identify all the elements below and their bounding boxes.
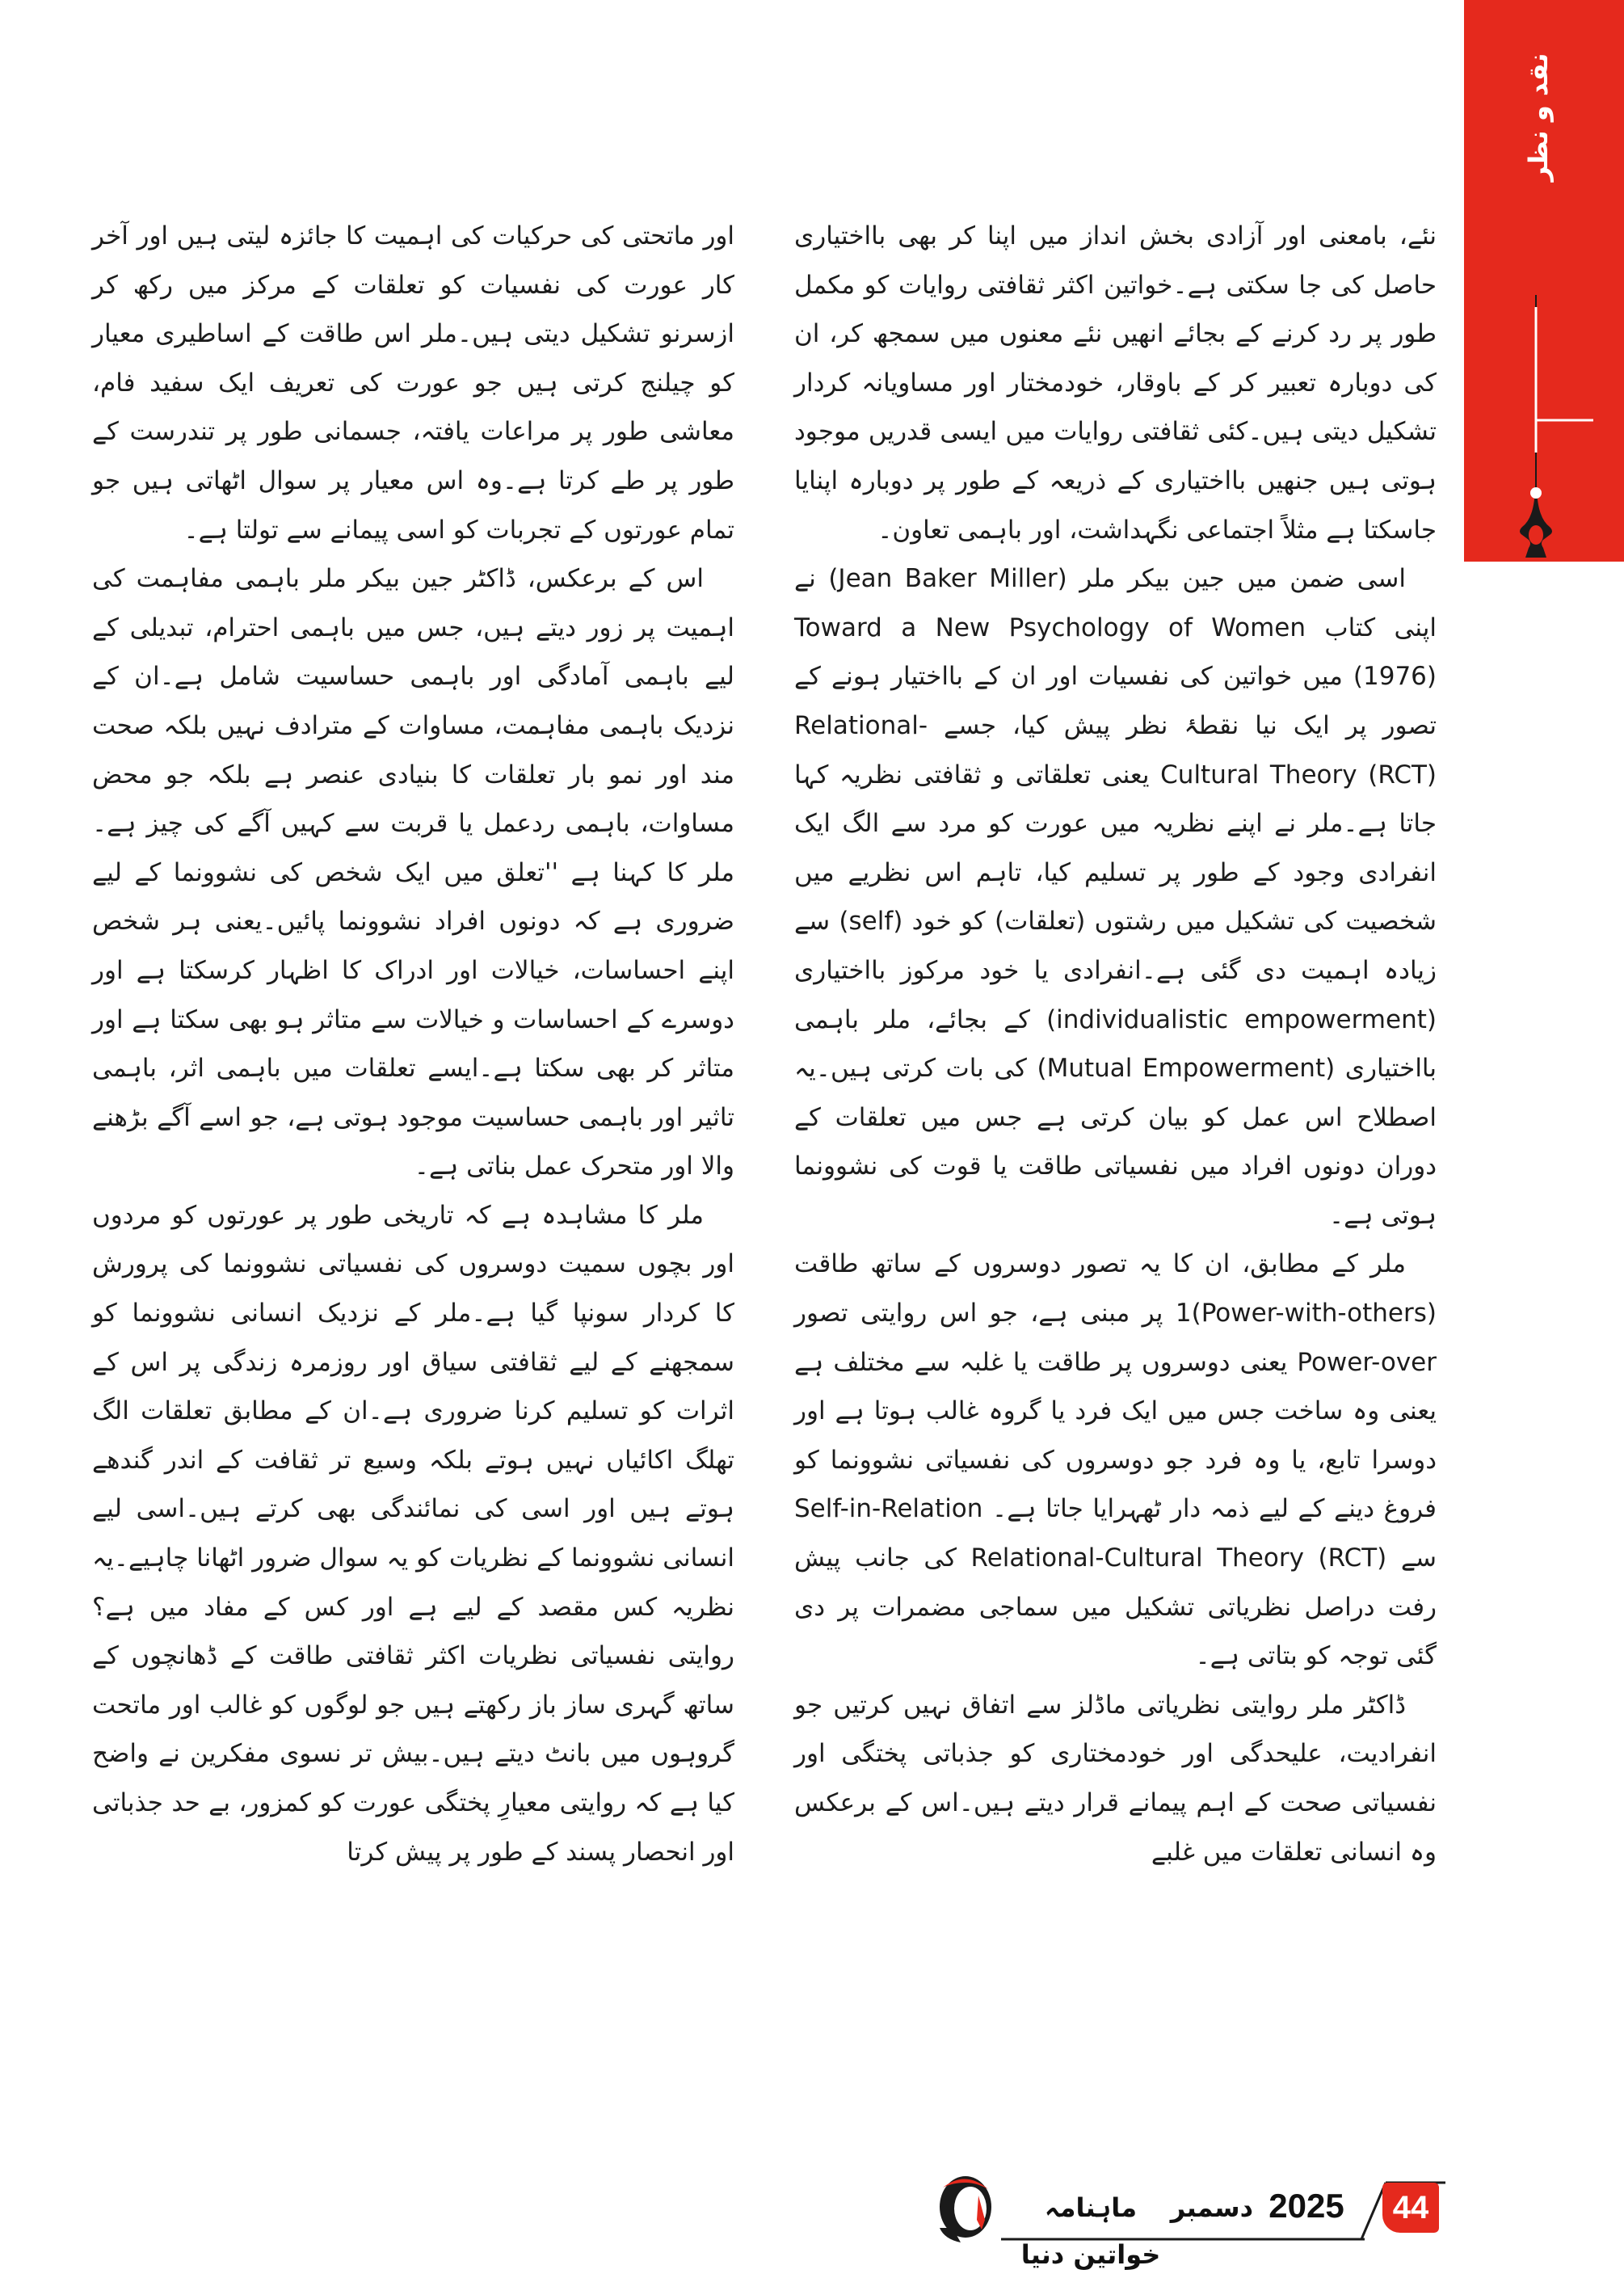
paragraph: نئے، بامعنی اور آزادی بخش انداز میں اپنا کر بھی بااختیاری حاصل کی جا سکتی ہے۔خواتین اکثر ثقافتی روایات کو مکمل طور پر رد کرنے کے بجائے انھیں نئے معنوں میں سمجھ کر، ان کی دوبارہ تعبیر کر کے باوقار، خودمختار اور مساویانہ کردار تشکیل دیتی ہیں۔کئی ثقافتی روایات میں ایسی قدریں موجود ہوتی ہیں جنھیں بااختیاری کے ذریعہ کے طور پر دوبارہ اپنایا جاسکتا ہے مثلاً اجتماعی نگہداشت، اور باہمی تعاون۔ <box>794 221 1437 545</box>
article-column-left <box>92 212 734 2030</box>
section-tab <box>1464 0 1624 562</box>
paragraph: اس کے برعکس، ڈاکٹر جین بیکر ملر باہمی مفاہمت کی اہمیت پر زور دیتے ہیں، جس میں باہمی احترام، تبدیلی کے لیے باہمی آمادگی اور باہمی حساسیت شامل ہے۔ان کے نزدیک باہمی مفاہمت، مساوات کے مترادف نہیں بلکہ صحت مند اور نمو بار تعلقات کا بنیادی عنصر ہے بلکہ جو محض مساوات، باہمی ردعمل یا قربت سے کہیں آگے کی چیز ہے۔ملر کا کہنا ہے ''تعلق میں ایک شخص کی نشوونما کے لیے ضروری ہے کہ دونوں افراد نشوونما پائیں۔یعنی ہر شخص اپنے احساسات، خیالات اور ادراک کا اظہار کرسکتا ہے اور دوسرے کے احساسات و خیالات سے متاثر ہو بھی سکتا ہے اور متاثر کر بھی سکتا ہے۔ایسے تعلقات میں باہمی اثر، باہمی تاثیر اور باہمی حساسیت موجود ہوتی ہے، جو اسے آگے بڑھنے والا اور متحرک عمل بناتی ہے۔ <box>92 564 734 1181</box>
article-column-right <box>794 212 1437 2030</box>
woman-with-pen-logo-icon <box>928 2171 998 2244</box>
issue-month: دسمبر <box>1170 2192 1253 2223</box>
section-tab-label: نقد و نظر <box>1523 53 1554 182</box>
paragraph: اور ماتحتی کی حرکیات کی اہمیت کا جائزہ لیتی ہیں اور آخر کار عورت کی نفسیات کو تعلقات کے مرکز میں رکھ کر ازسرنو تشکیل دیتی ہیں۔ملر اس طاقت کے اساطیری معیار کو چیلنج کرتی ہیں جو عورت کی تعریف ایک سفید فام، معاشی طور پر مراعات یافتہ، جسمانی طور پر تندرست کے طور پر طے کرتا ہے۔وہ اس معیار پر سوال اٹھاتی ہیں جو تمام عورتوں کے تجربات کو اسی پیمانے سے تولتا ہے۔ <box>92 221 734 545</box>
paragraph: ڈاکٹر ملر روایتی نظریاتی ماڈلز سے اتفاق نہیں کرتیں جو انفرادیت، علیحدگی اور خودمختاری کو جذباتی پختگی اور نفسیاتی صحت کے اہم پیمانے قرار دیتے ہیں۔اس کے برعکس وہ انسانی تعلقات میں غلبے <box>794 1690 1437 1867</box>
paragraph: ملر کا مشاہدہ ہے کہ تاریخی طور پر عورتوں کو مردوں اور بچوں سمیت دوسروں کی نفسیاتی نشوونما کی پرورش کا کردار سونپا گیا ہے۔ملر کے نزدیک انسانی نشوونما کو سمجھنے کے لیے ثقافتی سیاق اور روزمرہ زندگی پر اس کے اثرات کو تسلیم کرنا ضروری ہے۔ان کے مطابق تعلقات الگ تھلگ اکائیاں نہیں ہوتے بلکہ وسیع تر ثقافت کے اندر گندھے ہوتے ہیں اور اسی کی نمائندگی بھی کرتے ہیں۔اسی لیے انسانی نشوونما کے نظریات کو یہ سوال ضرور اٹھانا چاہیے۔یہ نظریہ کس مقصد کے لیے ہے اور کس کے مفاد میں ہے؟ روایتی نفسیاتی نظریات اکثر ثقافتی طاقت کے ڈھانچوں کے ساتھ گہری ساز باز رکھتے ہیں جو لوگوں کو غالب اور ماتحت گروہوں میں بانٹ دیتے ہیں۔بیش تر نسوی مفکرین نے واضح کیا ہے کہ روایتی معیارِ پختگی عورت کو کمزور، بے حد جذباتی اور انحصار پسند کے طور پر پیش کرتا <box>92 1200 734 1867</box>
issue-year: 2025 <box>1268 2187 1344 2225</box>
page-footer <box>928 2170 1591 2270</box>
page-number: 44 <box>1382 2183 1439 2233</box>
magazine-title: ماہنامہ خواتین دنیا <box>1020 2192 1161 2270</box>
paragraph: ملر کے مطابق، ان کا یہ تصور دوسروں کے ساتھ طاقت (Power-with-others)1 پر مبنی ہے، جو اس روایتی تصور Power-over یعنی دوسروں پر طاقت یا غلبہ سے مختلف ہے یعنی وہ ساخت جس میں ایک فرد یا گروہ غالب ہوتا ہے اور دوسرا تابع، یا وہ فرد جو دوسروں کی نفسیاتی نشوونما کو فروغ دینے کے لیے ذمہ دار ٹھہرایا جاتا ہے۔ Self-in-Relation سے Relational-Cultural Theory (RCT) کی جانب پیش رفت دراصل نظریاتی تشکیل میں سماجی مضمرات پر دی گئی توجہ کو بتاتی ہے۔ <box>794 1249 1437 1671</box>
paragraph: اسی ضمن میں جین بیکر ملر (Jean Baker Miller) نے اپنی کتاب Toward a New Psychology of Women (1976) میں خواتین کی نفسیات اور ان کے بااختیار ہونے کے تصور پر ایک نیا نقطۂ نظر پیش کیا، جسے Relational-Cultural Theory (RCT) یعنی تعلقاتی و ثقافتی نظریہ کہا جاتا ہے۔ملر نے اپنے نظریہ میں عورت کو مرد سے الگ ایک انفرادی وجود کے طور پر تسلیم کیا، تاہم اس نظریے میں شخصیت کی تشکیل میں رشتوں (تعلقات) کو خود (self) سے زیادہ اہمیت دی گئی ہے۔انفرادی یا خود مرکوز بااختیاری (individualistic empowerment) کے بجائے، ملر باہمی بااختیاری (Mutual Empowerment) کی بات کرتی ہیں۔یہ اصطلاح اس عمل کو بیان کرتی ہے جس میں تعلقات کے دوران دونوں افراد میں نفسیاتی طاقت یا قوت کی نشوونما ہوتی ہے۔ <box>794 564 1437 1230</box>
